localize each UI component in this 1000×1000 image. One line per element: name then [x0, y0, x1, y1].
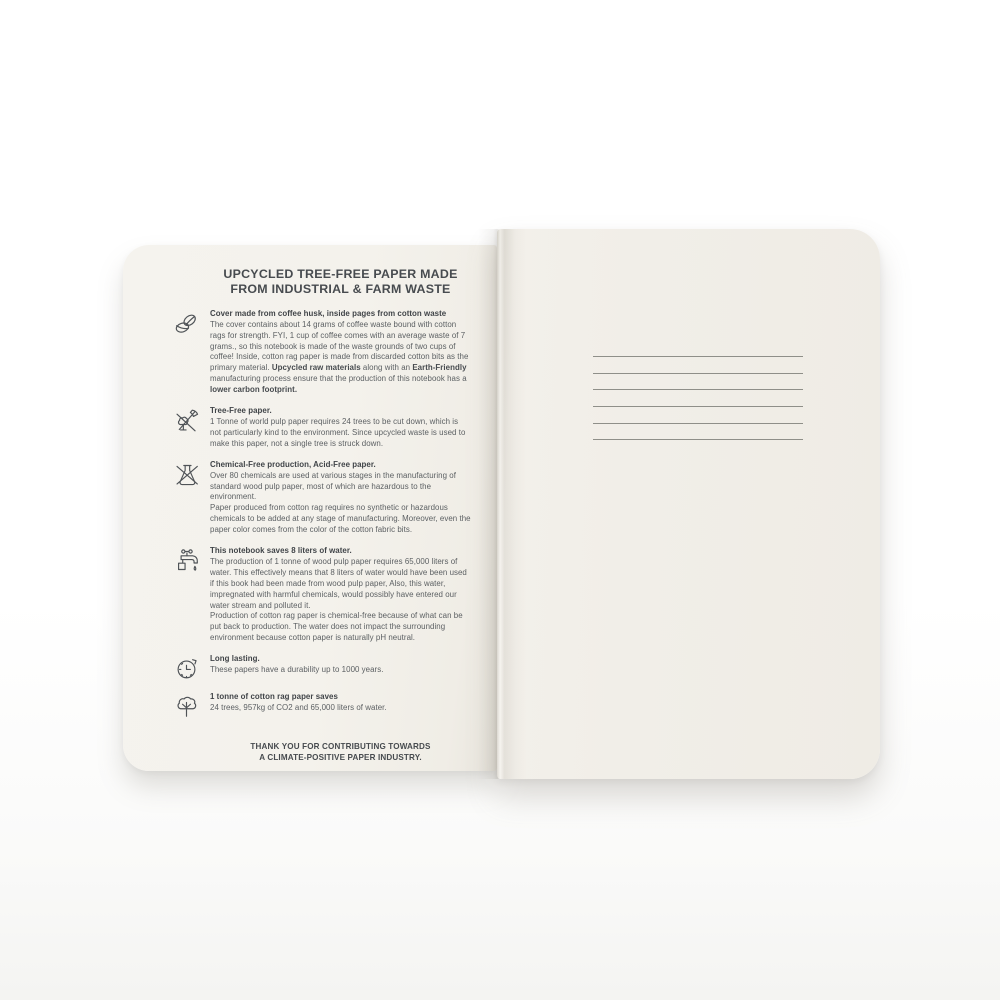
section-paragraph	[210, 471, 471, 504]
info-section	[173, 692, 471, 720]
page-title	[210, 267, 471, 298]
clock-icon	[173, 654, 210, 682]
ruled-line	[593, 406, 803, 407]
section-paragraph	[210, 665, 471, 676]
water-tap-icon	[173, 546, 210, 644]
section-heading: Tree-Free paper.	[210, 406, 272, 416]
page-title-line2: FROM INDUSTRIAL & FARM WASTE	[230, 282, 451, 297]
section-heading: This notebook saves 8 liters of water.	[210, 546, 352, 556]
section-heading: Cover made from coffee husk, inside pages from cotton waste	[210, 308, 447, 318]
section-paragraph	[210, 320, 471, 396]
text-segment: Paper produced from cotton rag requires no synthetic or hazardous chemicals to be added at any stage of manufacturing. Moreover, even the paper color comes from the color of the cotton fabric bits.	[210, 503, 471, 535]
ruled-line	[593, 389, 803, 390]
section-text	[210, 692, 471, 720]
text-segment: 24 trees, 957kg of CO2 and 65,000 liters of water.	[210, 703, 387, 713]
left-page-content	[173, 267, 471, 763]
section-text	[210, 546, 471, 644]
info-section	[173, 654, 471, 682]
coffee-beans-icon	[173, 309, 210, 396]
text-segment: The cover contains about 14 grams of coffee waste bound with cotton rags for strength. FYI, 1 cup of coffee comes with an average waste of 7 grams., so this notebook is made of the waste grounds of two cups of coffee! Inside, cotton rag paper is made from discarded cotton bits as the primary material.	[210, 319, 469, 373]
ruled-line	[593, 356, 803, 357]
bold-text-segment: Upcycled raw materials	[271, 363, 361, 373]
section-heading: 1 tonne of cotton rag paper saves	[210, 692, 338, 702]
section-paragraph	[210, 611, 471, 644]
footer-line2: A CLIMATE-POSITIVE PAPER INDUSTRY.	[259, 753, 422, 763]
section-text	[210, 406, 471, 450]
footer-note	[210, 741, 471, 763]
info-section	[173, 309, 471, 396]
text-segment: Over 80 chemicals are used at various stages in the manufacturing of standard wood pulp paper, most of which are hazardous to the environment.	[210, 470, 456, 502]
section-text	[210, 654, 471, 682]
ruled-line	[593, 423, 803, 424]
no-chemicals-flask-icon	[173, 460, 210, 536]
right-page	[497, 229, 880, 779]
ruled-line	[593, 439, 803, 440]
footer-line1: THANK YOU FOR CONTRIBUTING TOWARDS	[250, 742, 431, 752]
section-paragraph	[210, 703, 471, 714]
section-heading: Chemical-Free production, Acid-Free paper.	[210, 459, 376, 469]
info-section	[173, 546, 471, 644]
no-tree-icon	[173, 406, 210, 450]
info-section	[173, 406, 471, 450]
text-segment: 1 Tonne of world pulp paper requires 24 trees to be cut down, which is not particularly kind to the environment. Since upcycled waste is used to make this paper, not a single tree is struck down.	[210, 416, 466, 448]
text-segment: manufacturing process ensure that the production of this notebook has a	[210, 374, 467, 384]
bold-text-segment: lower carbon footprint.	[210, 385, 298, 395]
page-title-line1: UPCYCLED TREE-FREE PAPER MADE	[223, 267, 458, 281]
left-page	[123, 245, 497, 771]
text-segment: along with an	[360, 363, 413, 373]
section-text	[210, 460, 471, 536]
info-section	[173, 460, 471, 536]
text-segment: The production of 1 tonne of wood pulp paper requires 65,000 liters of water. This effectively means that 8 liters of water would have been used if this book had been made from wood pulp paper, Also, this water, impregnated with harmful chemicals, would possibly have entered our water stream and polluted it.	[210, 556, 467, 610]
section-heading: Long lasting.	[210, 654, 260, 664]
bold-text-segment: Earth-Friendly	[412, 363, 467, 373]
text-segment: These papers have a durability up to 1000 years.	[210, 665, 384, 675]
text-segment: Production of cotton rag paper is chemical-free because of what can be put back to production. The water does not impact the surrounding environment because cotton paper is naturally pH neutral.	[210, 611, 463, 643]
tree-icon	[173, 692, 210, 720]
section-paragraph	[210, 417, 471, 450]
section-paragraph	[210, 557, 471, 612]
ruled-line	[593, 373, 803, 374]
info-sections	[173, 309, 471, 720]
section-paragraph	[210, 503, 471, 536]
section-text	[210, 309, 471, 396]
ruled-lines	[593, 356, 803, 440]
